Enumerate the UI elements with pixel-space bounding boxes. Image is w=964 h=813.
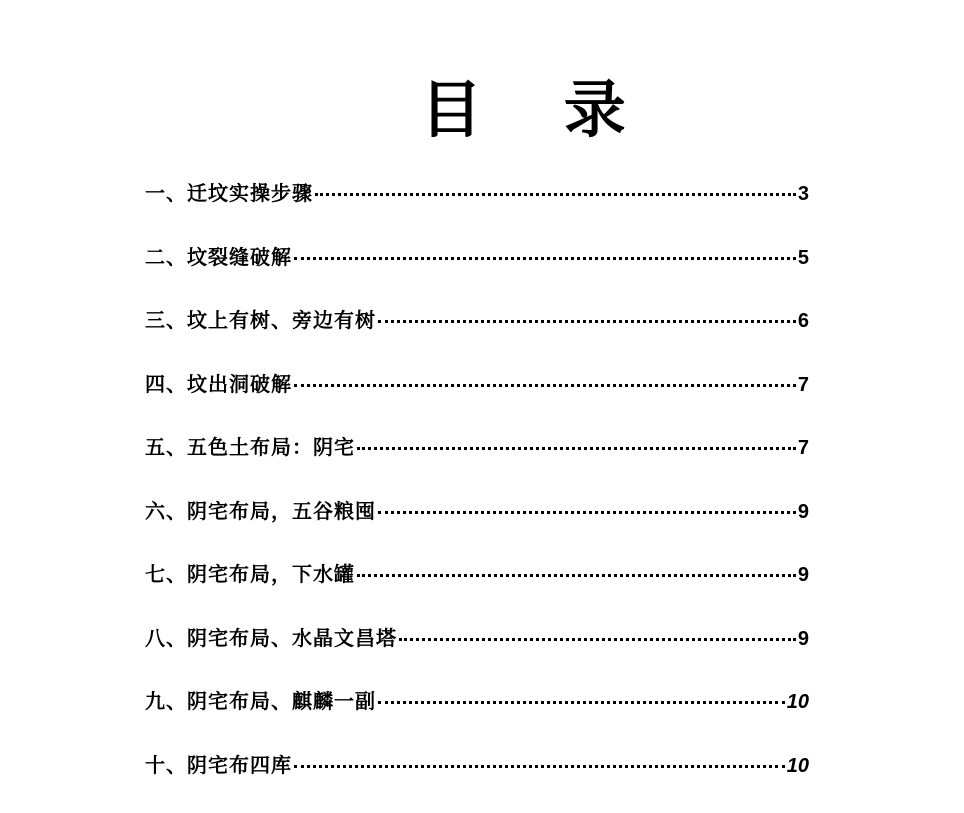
toc-entry[interactable] (145, 496, 809, 560)
toc-entry-label: 三、坟上有树、旁边有树 (145, 305, 376, 335)
toc-page-number: 6 (798, 306, 809, 336)
toc-page-number: 9 (798, 497, 809, 527)
toc-entry[interactable] (145, 305, 809, 369)
toc-entry[interactable] (145, 178, 809, 242)
dot-leader (294, 257, 796, 260)
toc-page-number: 9 (798, 560, 809, 590)
toc-page-number: 5 (798, 243, 809, 273)
dot-leader (357, 574, 796, 577)
toc-page-number: 10 (787, 751, 809, 781)
toc-entry-label: 四、坟出洞破解 (145, 369, 292, 399)
toc-entry-label: 十、阴宅布四库 (145, 750, 292, 780)
dot-leader (294, 384, 796, 387)
table-of-contents (145, 178, 809, 813)
toc-entry-label: 八、阴宅布局、水晶文昌塔 (145, 623, 397, 653)
toc-entry-label: 九、阴宅布局、麒麟一副 (145, 686, 376, 716)
toc-entry[interactable] (145, 750, 809, 813)
page-title: 目 录 (0, 74, 964, 146)
toc-entry[interactable] (145, 242, 809, 306)
dot-leader (315, 193, 796, 196)
toc-page-number: 3 (798, 179, 809, 209)
toc-entry[interactable] (145, 623, 809, 687)
toc-entry[interactable] (145, 559, 809, 623)
toc-page-number: 7 (798, 370, 809, 400)
toc-entry[interactable] (145, 686, 809, 750)
dot-leader (357, 447, 796, 450)
dot-leader (378, 320, 796, 323)
dot-leader (399, 638, 796, 641)
toc-entry[interactable] (145, 369, 809, 433)
toc-entry-label: 六、阴宅布局，五谷粮囤 (145, 496, 376, 526)
toc-page-number: 9 (798, 624, 809, 654)
toc-entry-label: 七、阴宅布局，下水罐 (145, 559, 355, 589)
toc-page-number: 7 (798, 433, 809, 463)
dot-leader (378, 511, 796, 514)
toc-entry-label: 五、五色土布局：阴宅 (145, 432, 355, 462)
toc-entry[interactable] (145, 432, 809, 496)
toc-page-number: 10 (787, 687, 809, 717)
dot-leader (294, 765, 785, 768)
toc-entry-label: 一、迁坟实操步骤 (145, 178, 313, 208)
dot-leader (378, 701, 785, 704)
toc-entry-label: 二、坟裂缝破解 (145, 242, 292, 272)
